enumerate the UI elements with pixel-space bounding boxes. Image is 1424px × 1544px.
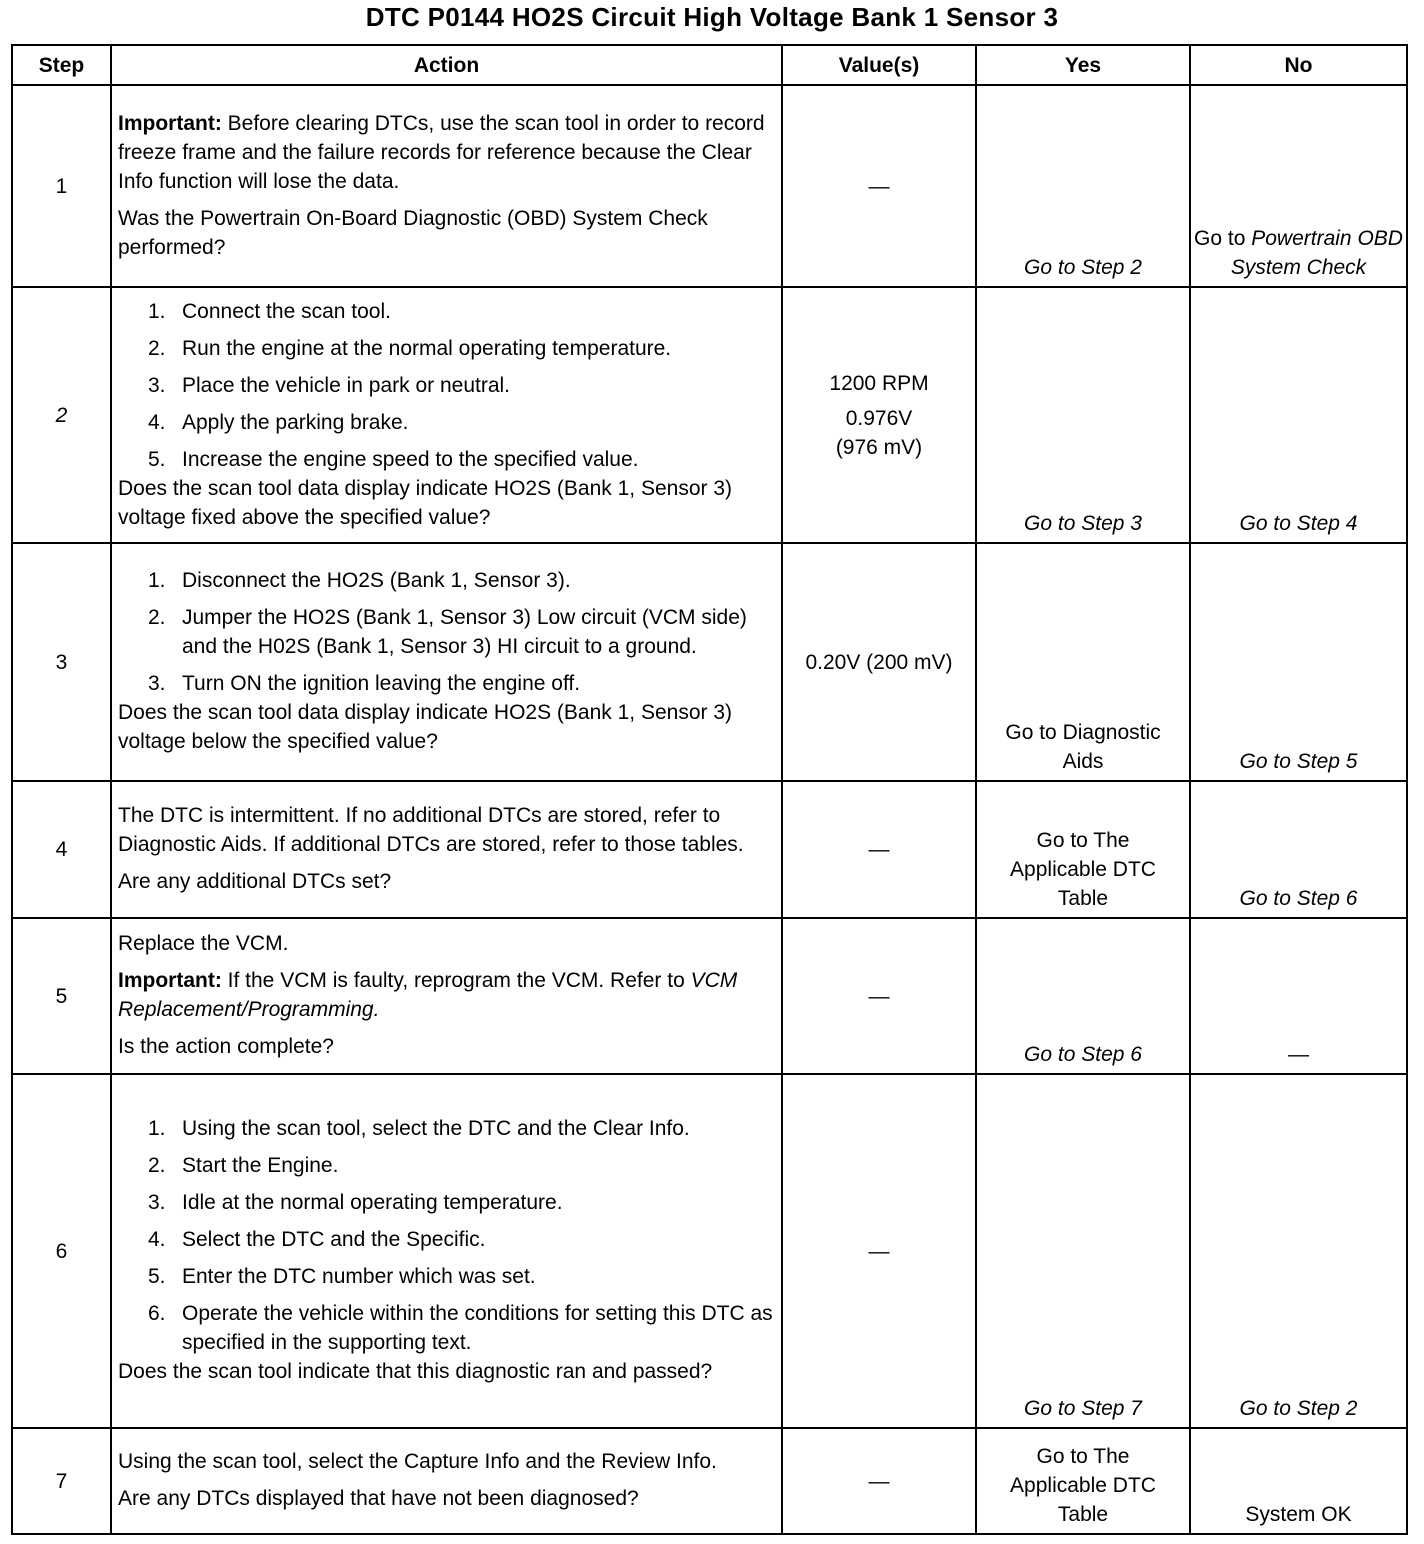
no-cell: — <box>1190 918 1407 1074</box>
no-cell <box>1190 543 1407 781</box>
action-question: Is the action complete? <box>118 1035 334 1058</box>
yes-link[interactable]: Go to Step 6 <box>1024 1043 1142 1066</box>
step-number: 1 <box>12 85 111 287</box>
value-cell <box>782 287 976 543</box>
important-note <box>118 966 775 1024</box>
value-rpm: 1200 RPM <box>829 371 929 395</box>
no-link[interactable]: Go to Step 2 <box>1239 1397 1358 1420</box>
table-row <box>12 781 1407 918</box>
list-item: 1. Disconnect the HO2S (Bank 1, Sensor 3). <box>148 569 571 592</box>
table-row <box>12 918 1407 1074</box>
list-item: 4. Apply the parking brake. <box>148 410 409 434</box>
yes-link[interactable]: Go to The Applicable DTC Table <box>1010 1445 1156 1526</box>
table-row <box>12 543 1407 781</box>
header-values: Value(s) <box>782 45 976 85</box>
no-link[interactable]: Go to Step 6 <box>1239 887 1358 910</box>
step-number: 3 <box>12 543 111 781</box>
no-cell <box>1190 287 1407 543</box>
action-steps <box>118 566 775 698</box>
value-cell: — <box>782 1428 976 1534</box>
no-cell <box>1190 85 1407 287</box>
action-text: The DTC is intermittent. If no additional DTCs are stored, refer to Diagnostic Aids. If additional DTCs are stored, refer to those tables. <box>118 804 744 856</box>
step-number: 4 <box>12 781 111 918</box>
action-question: Does the scan tool data display indicate HO2S (Bank 1, Sensor 3) voltage fixed above the specified value? <box>118 476 733 529</box>
table-row <box>12 1428 1407 1534</box>
list-item: 3. Idle at the normal operating temperature. <box>148 1191 563 1214</box>
diagnostic-table <box>11 44 1408 1535</box>
no-link[interactable]: Go to Step 4 <box>1239 512 1358 535</box>
yes-cell <box>976 918 1190 1074</box>
yes-cell <box>976 781 1190 918</box>
yes-link[interactable]: Go to Step 7 <box>1024 1397 1142 1420</box>
list-item: 1. Using the scan tool, select the DTC and the Clear Info. <box>148 1117 690 1140</box>
action-steps <box>118 297 775 474</box>
value-cell: — <box>782 1074 976 1428</box>
important-note <box>118 109 775 196</box>
yes-link[interactable]: Go to Step 3 <box>1024 512 1142 535</box>
list-item: 2. Start the Engine. <box>148 1154 339 1177</box>
table-row <box>12 85 1407 287</box>
step-number: 6 <box>12 1074 111 1428</box>
list-item: 5. Increase the engine speed to the specified value. <box>148 447 639 471</box>
action-cell <box>111 543 782 781</box>
yes-cell <box>976 1074 1190 1428</box>
header-yes: Yes <box>976 45 1190 85</box>
action-steps <box>118 1114 775 1357</box>
action-text: Replace the VCM. <box>118 932 289 955</box>
action-question: Does the scan tool indicate that this diagnostic ran and passed? <box>118 1360 713 1383</box>
value-volts: 0.976V <box>845 406 913 430</box>
yes-cell <box>976 1428 1190 1534</box>
value-cell: — <box>782 85 976 287</box>
list-item: 3. Turn ON the ignition leaving the engine off. <box>148 672 581 695</box>
no-prefix: Go to <box>1194 227 1252 250</box>
table-row <box>12 287 1407 543</box>
action-cell <box>111 85 782 287</box>
header-row <box>12 45 1407 85</box>
list-item: 1. Connect the scan tool. <box>148 299 391 323</box>
action-text: Using the scan tool, select the Capture Info and the Review Info. <box>118 1450 717 1473</box>
yes-link[interactable]: Go to Step 2 <box>1024 256 1142 279</box>
no-link[interactable]: Go to Step 5 <box>1239 750 1358 773</box>
action-question: Are any additional DTCs set? <box>118 870 392 893</box>
list-item: 4. Select the DTC and the Specific. <box>148 1228 486 1251</box>
no-link[interactable]: Powertrain OBD System Check <box>1230 227 1403 279</box>
value-cell: — <box>782 781 976 918</box>
action-question: Are any DTCs displayed that have not been diagnosed? <box>118 1487 639 1510</box>
yes-cell <box>976 85 1190 287</box>
yes-cell <box>976 287 1190 543</box>
yes-link[interactable]: Go to Diagnostic Aids <box>1005 721 1161 773</box>
header-step: Step <box>12 45 111 85</box>
header-no: No <box>1190 45 1407 85</box>
important-text: If the VCM is faulty, reprogram the VCM. Refer to <box>221 969 691 992</box>
important-text: Before clearing DTCs, use the scan tool in order to record freeze frame and the failure records for reference because the Clear Info function will lose the data. <box>118 111 765 193</box>
action-cell <box>111 781 782 918</box>
list-item: 2. Run the engine at the normal operating temperature. <box>148 336 672 360</box>
important-label: Important: <box>118 111 222 135</box>
action-cell <box>111 1428 782 1534</box>
no-cell <box>1190 781 1407 918</box>
value-cell: — <box>782 918 976 1074</box>
action-cell <box>111 1074 782 1428</box>
step-number: 2 <box>12 287 111 543</box>
table-row <box>12 1074 1407 1428</box>
page-title: DTC P0144 HO2S Circuit High Voltage Bank 1 Sensor 3 <box>365 2 1059 32</box>
yes-cell <box>976 543 1190 781</box>
step-number: 5 <box>12 918 111 1074</box>
important-label: Important: <box>118 969 222 992</box>
list-item: 2. Jumper the HO2S (Bank 1, Sensor 3) Low circuit (VCM side) and the H02S (Bank 1, Sensor 3) HI circuit to a ground. <box>148 606 747 658</box>
list-item: 3. Place the vehicle in park or neutral. <box>148 373 511 397</box>
no-cell <box>1190 1074 1407 1428</box>
action-cell <box>111 287 782 543</box>
action-question: Was the Powertrain On-Board Diagnostic (OBD) System Check performed? <box>118 206 708 259</box>
list-item: 6. Operate the vehicle within the conditions for setting this DTC as specified in the supporting text. <box>148 1302 773 1354</box>
important-reference[interactable]: VCM Replacement/Programming. <box>118 969 738 1021</box>
action-cell <box>111 918 782 1074</box>
header-action: Action <box>111 45 782 85</box>
action-question: Does the scan tool data display indicate HO2S (Bank 1, Sensor 3) voltage below the specified value? <box>118 701 733 753</box>
value-millivolts: (976 mV) <box>835 435 923 459</box>
list-item: 5. Enter the DTC number which was set. <box>148 1265 536 1288</box>
no-cell: System OK <box>1190 1428 1407 1534</box>
value-cell: 0.20V (200 mV) <box>782 543 976 781</box>
step-number: 7 <box>12 1428 111 1534</box>
yes-link[interactable]: Go to The Applicable DTC Table <box>1010 829 1156 910</box>
